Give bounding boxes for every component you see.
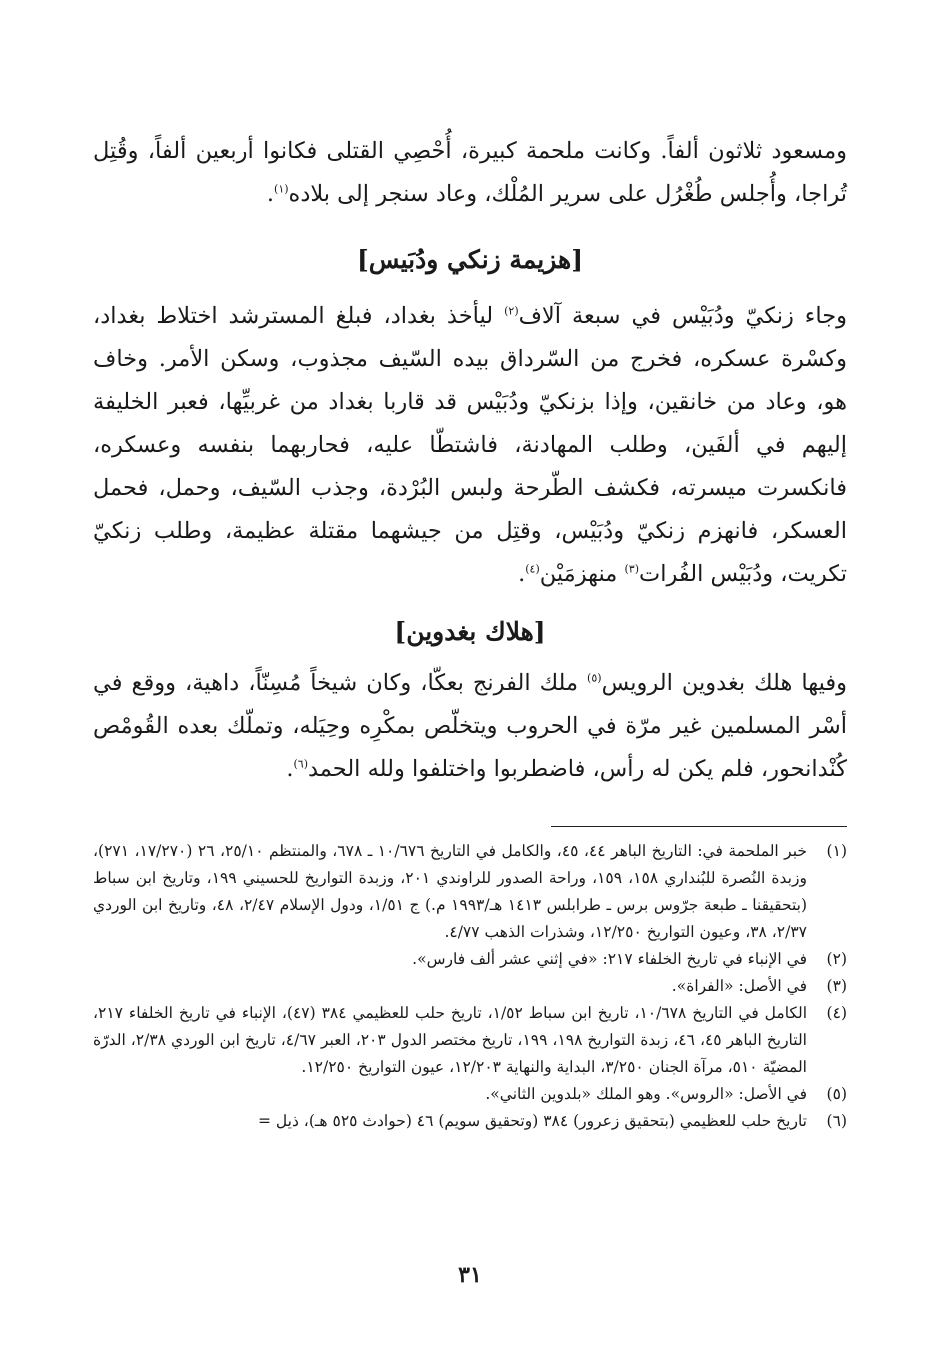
footnote-text: في الإنباء في تاريخ الخلفاء ٢١٧: «في إثني عشر ألف فارس». — [412, 950, 807, 968]
footnote-text: في الأصل: «الروس». وهو الملك «بلدوين الثاني». — [485, 1085, 807, 1103]
footnote-number: (٢) — [826, 950, 847, 968]
footnote-ref-6[interactable]: (٦) — [293, 757, 308, 771]
section-title-zengi-dubays: [هزيمة زنكي ودُبَيس] — [356, 245, 584, 274]
footnote-2 — [93, 946, 847, 973]
footnote-number: (٣) — [826, 977, 847, 995]
footnote-5 — [93, 1081, 847, 1108]
intro-text: ومسعود ثلاثون ألفاً. وكانت ملحمة كبيرة، أُحْصِي القتلى فكانوا أربعين ألفاً، وقُتِل تُراجا، وأُجلس طُغْرُل على سرير المُلْك، وعاد سنجر إلى بلاده — [93, 138, 847, 207]
footnote-1 — [93, 838, 847, 946]
page-number: ٣١ — [458, 1262, 482, 1288]
footnote-ref-3[interactable]: (٣) — [624, 562, 640, 576]
footnote-ref-2[interactable]: (٢) — [504, 304, 519, 318]
footnote-ref-4[interactable]: (٤) — [525, 562, 540, 576]
footnote-separator — [551, 826, 847, 827]
para-text-2b: ملك الفرنج بعكّا، وكان شيخاً مُسِنّاً، داهية، ووقع في أسْر المسلمين غير مرّة في الحروب ويتخلّص بمكْرِه وحِيَله، وتملّك بعده القُومْص كُنْدانحور، فلم يكن له رأس، فاضطربوا واختلفوا ولله الحمد — [93, 670, 847, 782]
para-text-2-end: . — [286, 756, 294, 782]
footnote-number: (٥) — [826, 1085, 847, 1103]
section-paragraph-zengi-dubays — [93, 295, 847, 596]
intro-end: . — [266, 181, 275, 207]
footnote-text: تاريخ حلب للعظيمي (بتحقيق زعرور) ٣٨٤ (وتحقيق سويم) ٤٦ (حوادث ٥٢٥ هـ)، ذيل = — [258, 1112, 807, 1130]
footnote-number: (٤) — [826, 1004, 847, 1022]
footnote-ref-5[interactable]: (٥) — [587, 671, 602, 685]
para-text-1b: ليأخذ بغداد، فبلغ المسترشد اختلاط بغداد، وكسْرة عسكره، فخرج من السّرداق بيده السّيف مجذوب، وسكن الأمر. وخاف هو، وعاد من خانقين، وإذا بزنكيّ ودُبَيْس قد قاربا بغداد من غربيِّها، فعبر الخليفة إليهم في ألفَين، وطلب المهادنة، فاشتطّا عليه، فحاربهما بنفسه وعسكره، فانكسرت ميسرته، فكشف الطّرحة ولبس البُرْدة، وجذب السّيف، وحمل، فحمل العسكر، فانهزم زنكيّ ودُبَيْس، وقتِل من جيشهما مقتلة عظيمة، وطلب زنكيّ تكريت، ودُبَيْس الفُرات — [93, 303, 847, 587]
para-text-1a: وجاء زنكيّ ودُبَيْس في سبعة آلاف — [518, 303, 848, 329]
intro-paragraph — [93, 130, 847, 216]
footnote-text: خبر الملحمة في: التاريخ الباهر ٤٤، ٤٥، والكامل في التاريخ ١٠/٦٧٦ ـ ٦٧٨، والمنتظم ٢٥/١٠، ٢٦ (١٧/٢٧٠، ٢٧١)، وزبدة النُصرة للبُنداري ١٥٨، ١٥٩، وراحة الصدور للراوندي ٢٠١، وزبدة التواريخ للحسيني ١٩٩، وتاريخ ابن سباط (بتحقيقنا ـ طبعة جرّوس برس ـ طرابلس ١٤١٣ هـ/١٩٩٣ م.) ج ١/٥١، ودول الإسلام ٢/٤٧، ٤٨، وتاريخ ابن الوردي ٢/٣٧، ٣٨، وعيون التواريخ ١٢/٢٥٠، وشذرات الذهب ٤/٧٧. — [93, 842, 807, 941]
footnote-6 — [93, 1108, 847, 1135]
section-paragraph-baldwin — [93, 662, 847, 791]
footnote-text: الكامل في التاريخ ١٠/٦٧٨، تاريخ ابن سباط ١/٥٢، تاريخ حلب للعظيمي ٣٨٤ (٤٧)، الإنباء في تاريخ الخلفاء ٢١٧، التاريخ الباهر ٤٥، ٤٦، زبدة التواريخ ١٩٨، ١٩٩، تاريخ مختصر الدول ٢٠٣، العبر ٤/٦٧، تاريخ ابن الوردي ٢/٣٨، الدرّة المضيّة ٥١٠، مرآة الجنان ٣/٢٥٠، البداية والنهاية ١٢/٢٠٣، عيون التواريخ ١٢/٢٥٠. — [93, 1004, 808, 1076]
section-title-baldwin: [هلاك بغدوين] — [394, 617, 546, 646]
footnote-4 — [93, 1000, 847, 1081]
footnote-text: في الأصل: «الفراة». — [671, 977, 807, 995]
para-text-1c: منهزمَيْن — [539, 561, 625, 587]
para-text-1-end: . — [518, 561, 526, 587]
footnote-number: (١) — [826, 842, 847, 860]
footnote-3 — [93, 973, 847, 1000]
footnote-ref-1[interactable]: (١) — [274, 182, 289, 196]
para-text-2a: وفيها هلك بغدوين الرويس — [601, 670, 847, 696]
footnotes-list — [93, 838, 847, 1135]
footnote-number: (٦) — [826, 1112, 847, 1130]
